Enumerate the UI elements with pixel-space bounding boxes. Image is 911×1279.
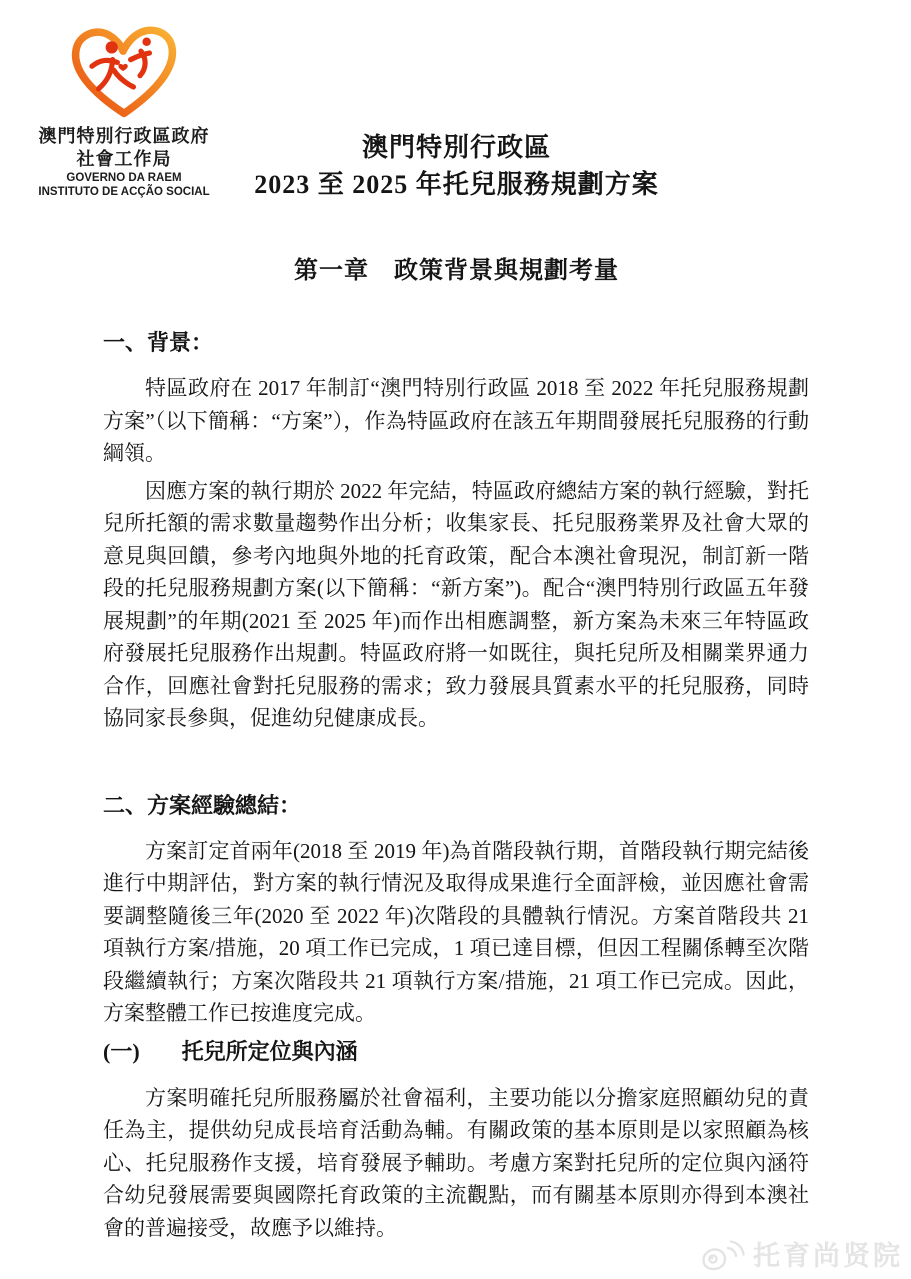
document-title: [103, 129, 810, 203]
subsection-title: 托兒所定位與內涵: [181, 1038, 358, 1064]
body-paragraph: 特區政府在 2017 年制訂“澳門特別行政區 2018 至 2022 年托兒服務規劃方案”（以下簡稱：“方案”），作為特區政府在該五年期間發展托兒服務的行動綱領。: [103, 376, 809, 465]
document-body: [103, 327, 809, 1249]
watermark: [702, 1239, 903, 1273]
subsection-number: (一): [103, 1038, 140, 1064]
body-paragraph: 方案訂定首兩年(2018 至 2019 年)為首階段執行期，首階段執行期完結後進行中期評估，對方案的執行情況及取得成果進行全面評檢，並因應社會需要調整隨後三年(2020 至 2022 年)次階段的具體執行情況。方案首階段共 21 項執行方案/措施，20 項工作已完成，1 項已達目標，但因工程關係轉至次階段繼續執行；方案次階段共 21 項執行方案/措施，21 項工作已完成。因此，方案整體工作已按進度完成。: [103, 838, 809, 1025]
section-heading-summary: 二、方案經驗總結：: [103, 792, 302, 818]
document-title-line2: 2023 至 2025 年托兒服務規劃方案: [254, 170, 659, 199]
chapter-heading: 第一章 政策背景與規劃考量: [294, 258, 619, 284]
weibo-icon: [702, 1239, 746, 1273]
watermark-text: 托育尚贤院: [753, 1240, 903, 1271]
subsection-heading: [103, 1036, 809, 1068]
org-name-zh-line1: 澳門特別行政區政府: [38, 126, 210, 146]
org-name-zh-line2: 社會工作局: [76, 149, 172, 169]
document-title-line1: 澳門特別行政區: [361, 133, 551, 162]
org-name-pt-line2: INSTITUTO DE ACÇÃO SOCIAL: [38, 186, 210, 198]
heart-outline: [76, 30, 173, 113]
body-paragraph: 方案明確托兒所服務屬於社會福利，主要功能以分擔家庭照顧幼兒的責任為主，提供幼兒成長培育活動為輔。有關政策的基本原則是以家照顧為核心、托兒服務作支援，培育發展予輔助。考慮方案對托兒所的定位與內涵符合幼兒發展需要與國際托育政策的主流觀點，而有關基本原則亦得到本澳社會的普遍接受，故應予以維持。: [103, 1085, 809, 1240]
org-name-pt-line1: GOVERNO DA RAEM: [66, 172, 182, 184]
body-paragraph: 因應方案的執行期於 2022 年完結，特區政府總結方案的執行經驗，對托兒所托額的需求數量趨勢作出分析；收集家長、托兒服務業界及社會大眾的意見與回饋，參考內地與外地的托育政策，配合本澳社會現況，制訂新一階段的托兒服務規劃方案(以下簡稱：“新方案”)。配合“澳門特別行政區五年發展規劃”的年期(2021 至 2025 年)而作出相應調整，新方案為未來三年特區政府發展托兒服務作出規劃。特區政府將一如既往，與托兒所及相關業界通力合作，回應社會對托兒服務的需求；致力發展具質素水平的托兒服務，同時協同家長參與，促進幼兒健康成長。: [103, 478, 809, 730]
ias-heart-logo: [61, 20, 187, 120]
figure-strokes: [92, 51, 150, 89]
section-heading-background: 一、背景：: [103, 330, 214, 355]
